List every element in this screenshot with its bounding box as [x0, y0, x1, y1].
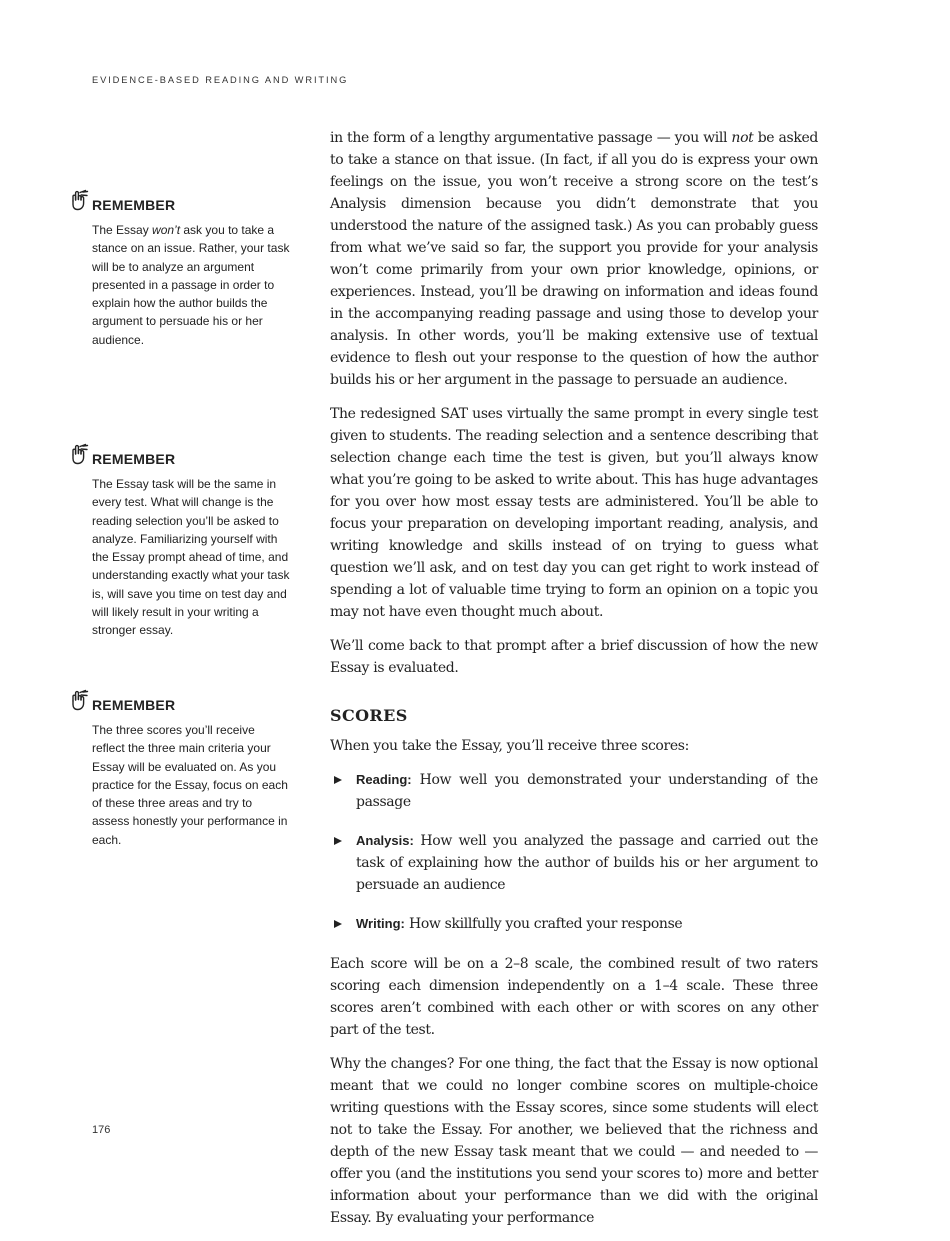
- remember-sidebar-1: [68, 195, 290, 349]
- page-number: 176: [92, 1124, 111, 1136]
- bullet-term: Reading:: [356, 772, 412, 787]
- section-heading-scores: SCORES: [330, 706, 408, 725]
- bullet-triangle-icon: [334, 920, 342, 928]
- bullet-text: How skillfully you crafted your response: [404, 916, 683, 932]
- paragraph-1-pre: in the form of a lengthy argumentative passage — you will: [330, 130, 732, 146]
- hand-pointer-icon: [68, 189, 90, 211]
- sidebar-text-post: ask you to take a stance on an issue. Rather, your task will be to analyze an argument presented in a passage in order to explain how the author builds the argument to persuade his or her audience.: [92, 223, 290, 347]
- hand-pointer-icon: [68, 689, 90, 711]
- sidebar-title: REMEMBER: [92, 451, 176, 467]
- sidebar-header: [68, 195, 290, 213]
- sidebar-text: The Essay task will be the same in every test. What will change is the reading selection you’ll be asked to analyze. Familiarizing yourself with the Essay prompt ahead of time, and understanding exactly what your task is, will save you time on test day and will likely result in your writing a stronger essay.: [92, 477, 290, 638]
- remember-sidebar-3: [68, 695, 290, 849]
- sidebar-title: REMEMBER: [92, 197, 176, 213]
- main-column: [330, 127, 818, 1241]
- paragraph-1-post: be asked to take a stance on that issue. (In fact, if all you do is express your own feelings on the issue, you won’t receive a strong score on the test’s Analysis dimension because you didn’t demonstrate that you understood the nature of the assigned task.) As you can probably guess from what we’ve said so far, the support you provide for your analysis won’t come primarily from your own prior knowledge, opinions, or experiences. Instead, you’ll be drawing on information and ideas found in the accompanying reading passage and using those to develop your analysis. In other words, you’ll be making extensive use of textual evidence to flesh out your response to the question of how the author builds his or her argument in the passage to persuade an audience.: [330, 130, 819, 388]
- scores-list: [330, 769, 818, 935]
- sidebar-header: [68, 449, 290, 467]
- score-item-reading: [330, 769, 818, 813]
- paragraph-1-emphasis: not: [731, 130, 754, 146]
- sidebar-title: REMEMBER: [92, 697, 176, 713]
- paragraph-1: [330, 127, 818, 391]
- bullet-term: Writing:: [356, 916, 405, 931]
- paragraph-6: Why the changes? For one thing, the fact that the Essay is now optional meant that we could no longer combine scores on multiple-choice writing questions with the Essay scores, since some students will elect not to take the Essay. For another, we believed that the richness and depth of the new Essay task meant that we could — and needed to — offer you (and the institutions you send your scores to) more and better information about your performance than we did with the original Essay. By evaluating your performance: [330, 1056, 818, 1226]
- bullet-triangle-icon: [334, 776, 342, 784]
- sidebar-header: [68, 695, 290, 713]
- paragraph-4: When you take the Essay, you’ll receive three scores:: [330, 738, 689, 754]
- hand-pointer-icon: [68, 443, 90, 465]
- paragraph-5: Each score will be on a 2–8 scale, the combined result of two raters scoring each dimension independently on a 1–4 scale. These three scores aren’t combined with each other or with scores on any other part of the test.: [330, 956, 818, 1038]
- running-head: EVIDENCE-BASED READING AND WRITING: [92, 75, 349, 85]
- sidebar-text-pre: The Essay: [92, 223, 153, 237]
- sidebar-text: [92, 221, 290, 349]
- paragraph-3: We’ll come back to that prompt after a brief discussion of how the new Essay is evaluated.: [330, 638, 818, 676]
- bullet-text: How well you analyzed the passage and carried out the task of explaining how the author of builds his or her argument to persuade an audience: [356, 833, 818, 893]
- bullet-text: How well you demonstrated your understanding of the passage: [356, 772, 818, 810]
- remember-sidebar-2: [68, 449, 290, 640]
- bullet-term: Analysis:: [356, 833, 414, 848]
- paragraph-2: The redesigned SAT uses virtually the same prompt in every single test given to students. The reading selection and a sentence describing that selection change each time the test is given, but you’ll always know what you’re going to be asked to write about. This has huge advantages for you over how most essay tests are administered. You’ll be able to focus your preparation on developing important reading, analysis, and writing knowledge and skills instead of on trying to guess what question we’ll ask, and on test day you can get right to work instead of spending a lot of valuable time trying to form an opinion on a topic you may not have even thought much about.: [330, 406, 818, 620]
- score-item-analysis: [330, 830, 818, 896]
- sidebar-text: The three scores you’ll receive reflect the three main criteria your Essay will be evaluated on. As you practice for the Essay, focus on each of these three areas and try to assess honestly your performance in each.: [92, 723, 288, 847]
- bullet-triangle-icon: [334, 837, 342, 845]
- sidebar-text-emphasis: won’t: [152, 223, 181, 237]
- score-item-writing: [330, 913, 818, 935]
